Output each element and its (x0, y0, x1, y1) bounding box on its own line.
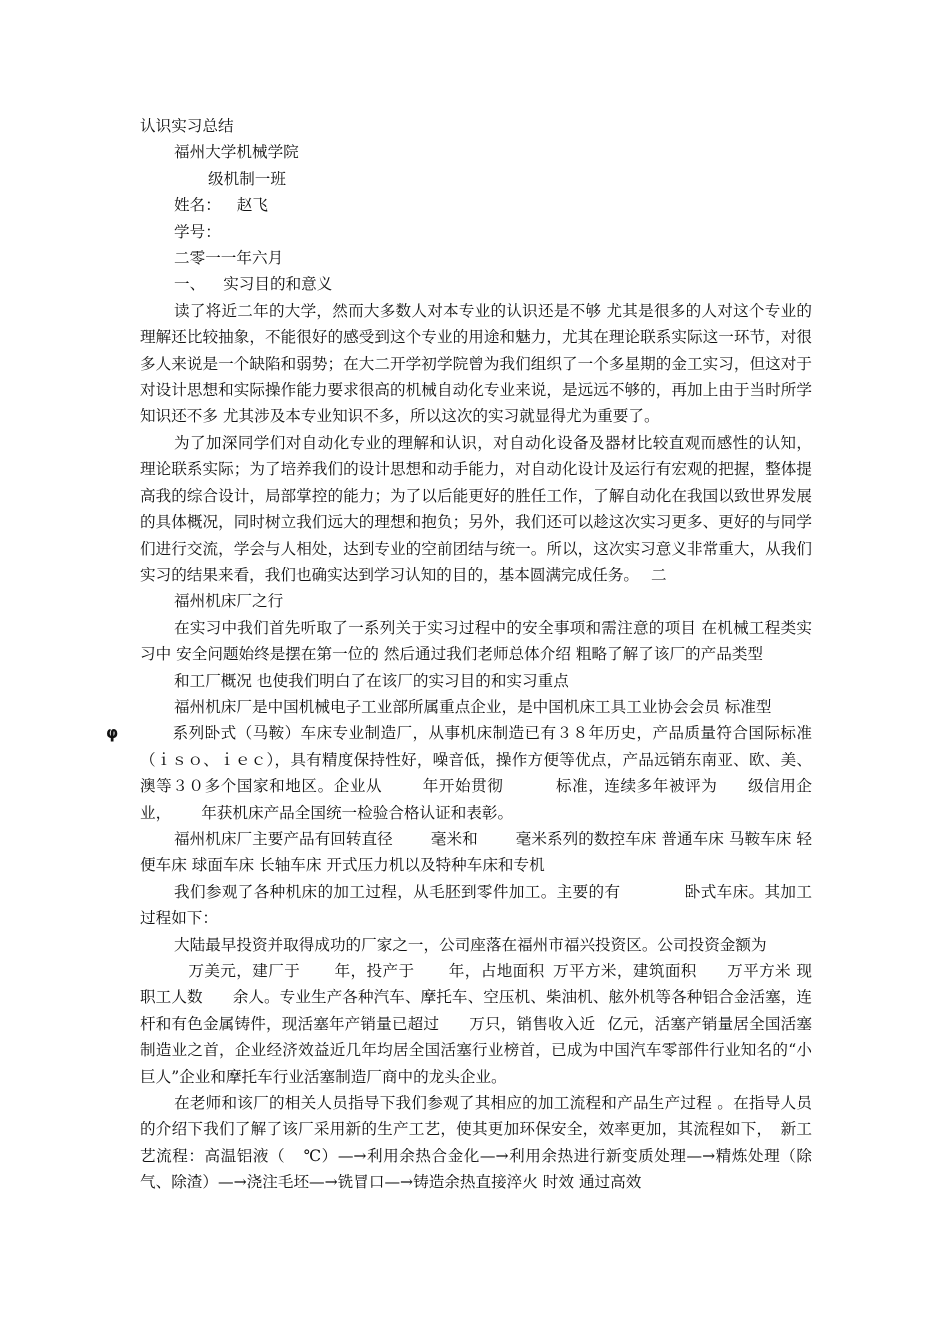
school-name: 福州大学机械学院 (174, 143, 299, 162)
para-3-text-c: 年开始贯彻 (422, 777, 504, 796)
para-3-text-e: 级信用企业， (140, 777, 812, 822)
document-page (106, 113, 812, 1196)
section-2-paragraph-2: 和工厂概况 也使我们明白了在该厂的实习目的和实习重点 (174, 671, 569, 690)
para-4-text-a: 福州机床厂主要产品有回转直径 (174, 829, 393, 848)
paragraph-2-body: 为了加深同学们对自动化专业的理解和认识，对自动化设备及器材比较直观而感性的认知，理论联系实际；为了培养我们的设计思想和动手能力，对自动化设计及运行有宏观的把握，整体提高我的综合设计，局部掌控的能力；为了以后能更好的胜任工作，了解自动化在我国以致世界发展的具体概况，同时树立我们远大的理想和抱负；另外，我们还可以趁这次实习更多、更好的与同学们进行交流，学会与人相处，达到专业的空前团结与统一。所以，这次实习意义非常重大，从我们实习的结果来看，我们也确实达到学习认知的目的，基本圆满完成任务。 (140, 433, 812, 584)
para-3-text-a: 福州机床厂是中国机械电子工业部所属重点企业，是中国机床工具工业协会会员 标准型 (174, 697, 772, 716)
section-1-heading (140, 271, 812, 297)
section-2-paragraph-3 (106, 694, 812, 826)
student-name-line (140, 192, 812, 218)
name-label: 姓名： (174, 196, 221, 215)
name-value: 赵飞 (236, 196, 268, 215)
section-2-number: 二 (651, 565, 667, 584)
para-4-text-c: 毫米系列的数控车床 普通车床 马鞍车床 轻便车床 球面车床 长轴车床 开式压力机以及特种车床和专机 (140, 829, 812, 875)
para-6-text-d: 年，占地面积 (448, 962, 545, 980)
section-2-paragraph-7 (140, 1090, 812, 1196)
document-date: 二零一一年六月 (174, 249, 284, 268)
section-1-paragraph-2 (140, 430, 812, 588)
section-2-paragraph-6 (140, 932, 812, 1090)
para-3-text-f: 年获机床产品全国统一检验合格认证和表彰。 (201, 803, 514, 822)
para-6-text-h: 万只，销售收入近 (469, 1014, 596, 1033)
section-2-paragraph-1: 在实习中我们首先听取了一系列关于实习过程中的安全事项和需注意的项目 在机械工程类实习中 安全问题始终是摆在第一位的 然后通过我们老师总体介绍 粗略了解了该厂的产品类型 (140, 618, 812, 664)
section-1-number: 一、 (174, 275, 206, 294)
para-6-text-c: 年，投产于 (334, 962, 415, 980)
para-6-text-e: 万平方米，建筑面积 (552, 962, 697, 980)
para-5-text-b: 卧式车床。其加工过程如下： (140, 882, 812, 928)
para-7-text-b: 新工艺流程：高温铝液（ (140, 1120, 812, 1165)
para-6-text-a: 大陆最早投资并取得成功的厂家之一，公司座落在福州市福兴投资区。公司投资金额为 (174, 935, 767, 954)
para-4-text-b: 毫米和 (430, 829, 478, 848)
class-name: 级机制一班 (208, 169, 286, 188)
para-3-text-b: 系列卧式（马鞍）车床专业制造厂，从事机床制造已有３８年历史，产品质量符合国际标准（ｉｓｏ、ｉｅｃ），具有精度保持性好，噪音低，操作方便等优点，产品远销东南亚、欧、美、澳等３０多个国家和地区。企业从 (140, 724, 812, 796)
section-1-paragraph-1: 读了将近二年的大学，然而大多数人对本专业的认识还是不够 尤其是很多的人对这个专业的理解还比较抽象，不能很好的感受到这个专业的用途和魅力，尤其在理论联系实际这一环节，对很多人来说是一个缺陷和弱势；在大二开学初学院曾为我们组织了一个多星期的金工实习，但这对于对设计思想和实际操作能力要求很高的机械自动化专业来说，是远远不够的，再加上由于当时所学知识还不多 尤其涉及本专业知识不多，所以这次的实习就显得尤为重要了。 (140, 301, 812, 426)
document-title: 认识实习总结 (140, 117, 234, 135)
para-5-text-a: 我们参观了各种机床的加工过程，从毛胚到零件加工。主要的有 (174, 882, 621, 901)
section-2-paragraph-4 (140, 826, 812, 879)
para-6-text-g: 余人。专业生产各种汽车、摩托车、空压机、柴油机、舷外机等各种铝合金活塞，连杆和有色金属铸件，现活塞年产销量已超过 (140, 988, 812, 1033)
para-6-text-b: 万美元，建厂于 (188, 962, 301, 980)
para-7-text-c: ℃）—→利用余热合金化—→利用余热进行新变质处理—→精炼处理（除气、除渣）—→浇注毛坯—→铣冒口—→铸造余热直接淬火 时效 通过高效 (140, 1146, 812, 1192)
student-id-label: 学号： (174, 222, 221, 241)
para-3-text-d: 标准，连续多年被评为 (555, 777, 718, 796)
para-6-text-i: 亿元，活塞产销量居全国活塞制造业之首，企业经济效益近几年均居全国活塞行业榜首，已成为中国汽车零部件行业知名的“小巨人”企业和摩托车行业活塞制造厂商中的龙头企业。 (140, 1014, 812, 1086)
para-7-text-a: 在老师和该厂的相关人员指导下我们参观了其相应的加工流程和产品生产过程 。在指导人员的介绍下我们了解了该厂采用新的生产工艺，使其更加环保安全，效率更加，其流程如下， (140, 1094, 812, 1139)
section-1-title: 实习目的和意义 (223, 275, 333, 294)
para-6-text-f: 万平方米 现职工人数 (140, 962, 812, 1007)
section-2-heading: 福州机床厂之行 (174, 592, 284, 611)
section-2-paragraph-5 (140, 879, 812, 932)
phi-symbol: φ (106, 724, 119, 743)
